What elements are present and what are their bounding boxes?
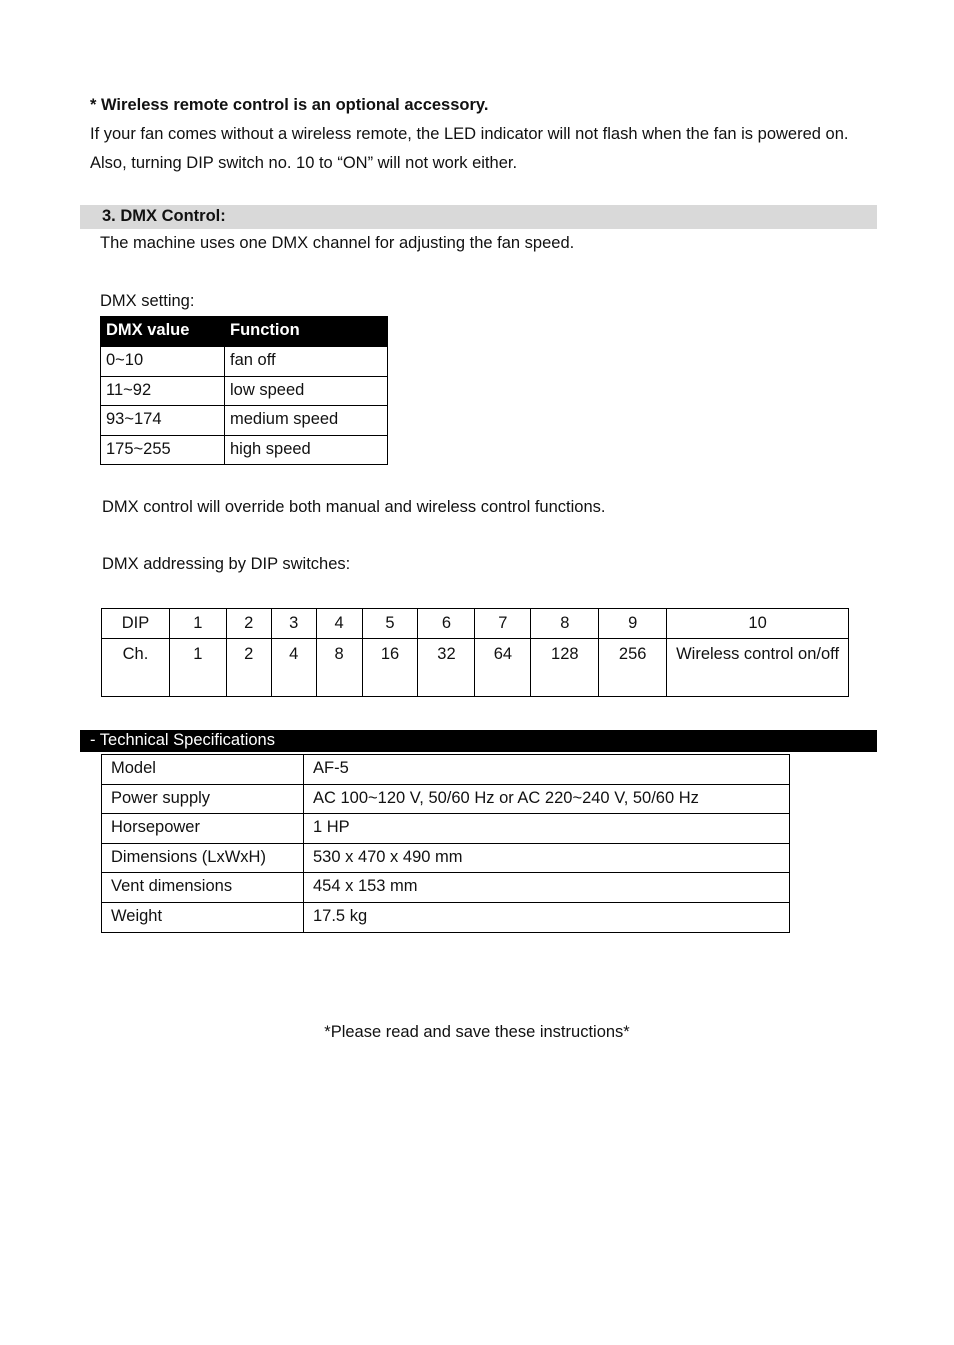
channel-cell: 1 [169,639,226,697]
dmx-setting-label: DMX setting: [100,292,195,310]
column-header-function: Function [225,317,388,347]
spec-value: 1 HP [304,814,790,844]
dmx-section-header [80,205,877,229]
channel-cell: 256 [599,639,667,697]
dip-cell: 1 [169,609,226,639]
remote-note-title: * Wireless remote control is an optional accessory. [90,96,489,114]
tech-specs-title: - Technical Specifications [90,731,275,749]
dmx-intro-text: The machine uses one DMX channel for adjusting the fan speed. [100,234,575,252]
table-row [102,814,790,844]
dip-cell: 5 [362,609,418,639]
dip-row [102,609,849,639]
spec-key: Vent dimensions [102,873,304,903]
table-row [102,784,790,814]
table-row [102,843,790,873]
spec-value: 530 x 470 x 490 mm [304,843,790,873]
spec-value: AC 100~120 V, 50/60 Hz or AC 220~240 V, 50/60 Hz [304,784,790,814]
table-row [101,347,388,377]
channel-cell: 64 [475,639,531,697]
tech-specs-header [80,730,877,752]
channel-cell: Ch. [102,639,170,697]
spec-key: Model [102,755,304,785]
column-header-dmx-value: DMX value [101,317,225,347]
spec-value: 17.5 kg [304,902,790,932]
table-header-row [101,317,388,347]
table-row [102,755,790,785]
dip-switch-table [101,608,849,697]
channel-cell: 8 [316,639,362,697]
function-cell: fan off [225,347,388,377]
dip-cell: 6 [418,609,475,639]
remote-note-body: If your fan comes without a wireless remote, the LED indicator will not flash when the fan is powered on. Also, turning DIP switch no. 10 to “ON” will not work either. [90,125,849,172]
channel-cell-wireless: Wireless control on/off [667,639,849,697]
function-cell: high speed [225,435,388,465]
dip-cell: 4 [316,609,362,639]
table-row [101,406,388,436]
dmx-value-cell: 93~174 [101,406,225,436]
channel-cell: 16 [362,639,418,697]
spec-key: Dimensions (LxWxH) [102,843,304,873]
table-row [102,873,790,903]
dip-cell: 7 [475,609,531,639]
dmx-value-cell: 11~92 [101,376,225,406]
channel-cell: 4 [271,639,316,697]
dip-cell: 8 [531,609,599,639]
dmx-section-title: 3. DMX Control: [102,207,226,225]
channel-cell: 128 [531,639,599,697]
function-cell: low speed [225,376,388,406]
dmx-value-cell: 0~10 [101,347,225,377]
dip-cell: 2 [226,609,271,639]
table-row [101,435,388,465]
dmx-value-cell: 175~255 [101,435,225,465]
channel-row [102,639,849,697]
table-row [101,376,388,406]
spec-value: 454 x 153 mm [304,873,790,903]
dip-cell: 10 [667,609,849,639]
spec-key: Weight [102,902,304,932]
dip-cell: 9 [599,609,667,639]
footer-note: *Please read and save these instructions* [324,1023,630,1041]
dip-cell: DIP [102,609,170,639]
spec-key: Horsepower [102,814,304,844]
dip-addressing-label: DMX addressing by DIP switches: [102,555,351,573]
dmx-setting-table [100,316,388,465]
table-row [102,902,790,932]
channel-cell: 2 [226,639,271,697]
spec-key: Power supply [102,784,304,814]
dmx-override-note: DMX control will override both manual and wireless control functions. [102,498,606,516]
spec-value: AF-5 [304,755,790,785]
channel-cell: 32 [418,639,475,697]
function-cell: medium speed [225,406,388,436]
tech-specs-table [101,754,790,933]
dip-cell: 3 [271,609,316,639]
